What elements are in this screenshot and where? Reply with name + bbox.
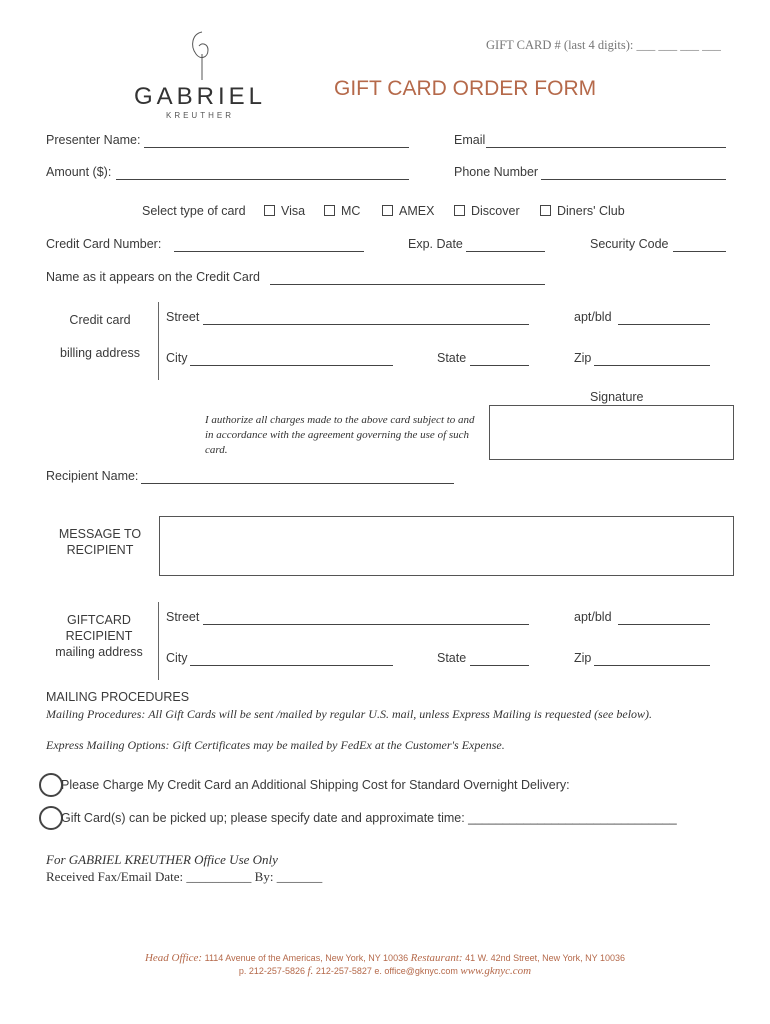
logo-mark-icon <box>130 28 270 82</box>
message-box[interactable] <box>159 516 734 576</box>
shipping-option-radio[interactable] <box>39 773 63 797</box>
exp-date-field[interactable] <box>466 251 545 252</box>
logo-name: GABRIEL <box>133 83 267 110</box>
office-use-heading: For GABRIEL KREUTHER Office Use Only <box>46 852 278 867</box>
billing-zip-label: Zip <box>574 351 592 365</box>
billing-city-field[interactable] <box>190 365 393 366</box>
recipient-apt-field[interactable] <box>618 624 710 625</box>
card-type-diners[interactable]: Diners' Club <box>540 204 625 218</box>
recipient-state-label: State <box>437 651 467 665</box>
pickup-option-radio[interactable] <box>39 806 63 830</box>
pickup-option-label: Gift Card(s) can be picked up; please specify date and approximate time: ______________________________ <box>61 811 677 825</box>
checkbox[interactable] <box>454 205 465 216</box>
signature-box[interactable] <box>489 405 734 460</box>
checkbox[interactable] <box>540 205 551 216</box>
authorize-text: I authorize all charges made to the above card subject to and in accordance with the agreement governing the use of such card. <box>205 414 475 456</box>
card-number-label: Credit Card Number: <box>46 237 162 251</box>
billing-label: Credit card billing address <box>60 313 140 360</box>
logo <box>130 28 270 120</box>
billing-street-label: Street <box>166 310 200 324</box>
form-title: GIFT CARD ORDER FORM <box>334 77 597 100</box>
email-label: Email <box>454 133 486 147</box>
card-type-mc[interactable]: MC <box>324 204 360 218</box>
recipient-city-label: City <box>166 651 188 665</box>
presenter-name-field[interactable] <box>144 147 409 148</box>
card-type-visa[interactable]: Visa <box>264 204 305 218</box>
billing-state-label: State <box>437 351 467 365</box>
billing-street-field[interactable] <box>203 324 529 325</box>
recipient-divider <box>158 602 159 680</box>
phone-field[interactable] <box>541 179 726 180</box>
signature-label: Signature <box>590 390 644 404</box>
checkbox[interactable] <box>382 205 393 216</box>
billing-apt-label: apt/bld <box>574 310 612 324</box>
checkbox[interactable] <box>324 205 335 216</box>
express-mailing-text: Express Mailing Options: Gift Certificates may be mailed by FedEx at the Customer's Expense. <box>46 738 505 752</box>
shipping-option-label: Please Charge My Credit Card an Additional Shipping Cost for Standard Overnight Delivery: <box>61 778 570 792</box>
footer <box>0 952 770 977</box>
card-number-field[interactable] <box>174 251 364 252</box>
billing-city-label: City <box>166 351 188 365</box>
amount-label: Amount ($): <box>46 165 112 179</box>
recipient-street-field[interactable] <box>203 624 529 625</box>
gift-card-digits: GIFT CARD # (last 4 digits): ___ ___ ___ ___ <box>486 38 721 52</box>
amount-field[interactable] <box>116 179 409 180</box>
recipient-zip-label: Zip <box>574 651 592 665</box>
website-link[interactable]: www.gknyc.com <box>460 965 532 977</box>
recipient-city-field[interactable] <box>190 665 393 666</box>
name-on-card-label: Name as it appears on the Credit Card <box>46 270 260 284</box>
security-code-label: Security Code <box>590 237 669 251</box>
card-type-amex[interactable]: AMEX <box>382 204 434 218</box>
message-label: MESSAGE TO RECIPIENT <box>58 527 142 557</box>
billing-zip-field[interactable] <box>594 365 710 366</box>
phone-label: Phone Number <box>454 165 539 179</box>
card-type-label: Select type of card <box>142 204 246 218</box>
recipient-name-field[interactable] <box>141 483 454 484</box>
billing-apt-field[interactable] <box>618 324 710 325</box>
logo-sub: KREUTHER <box>165 111 234 120</box>
mailing-procedures-text: Mailing Procedures: All Gift Cards will be sent /mailed by regular U.S. mail, unless Express Mailing is requested (see below). <box>46 707 653 721</box>
card-type-discover[interactable]: Discover <box>454 204 520 218</box>
exp-date-label: Exp. Date <box>408 237 463 251</box>
recipient-mail-label: GIFTCARD RECIPIENT mailing address <box>55 613 143 659</box>
recipient-street-label: Street <box>166 610 200 624</box>
mailing-heading: MAILING PROCEDURES <box>46 690 190 704</box>
footer-line-1: Head Office: 1114 Avenue of the Americas, New York, NY 10036 Restaurant: 41 W. 42nd Street, New York, NY 10036 <box>144 952 626 964</box>
billing-state-field[interactable] <box>470 365 529 366</box>
email-field[interactable] <box>486 147 726 148</box>
recipient-zip-field[interactable] <box>594 665 710 666</box>
presenter-name-label: Presenter Name: <box>46 133 141 147</box>
recipient-apt-label: apt/bld <box>574 610 612 624</box>
name-on-card-field[interactable] <box>270 284 545 285</box>
office-received-line: Received Fax/Email Date: __________ By: _______ <box>46 869 323 884</box>
recipient-state-field[interactable] <box>470 665 529 666</box>
security-code-field[interactable] <box>673 251 726 252</box>
checkbox[interactable] <box>264 205 275 216</box>
recipient-name-label: Recipient Name: <box>46 469 139 483</box>
footer-line-2: p. 212-257-5826 f. 212-257-5827 e. office@gknyc.com www.gknyc.com <box>238 965 532 977</box>
billing-divider <box>158 302 159 380</box>
